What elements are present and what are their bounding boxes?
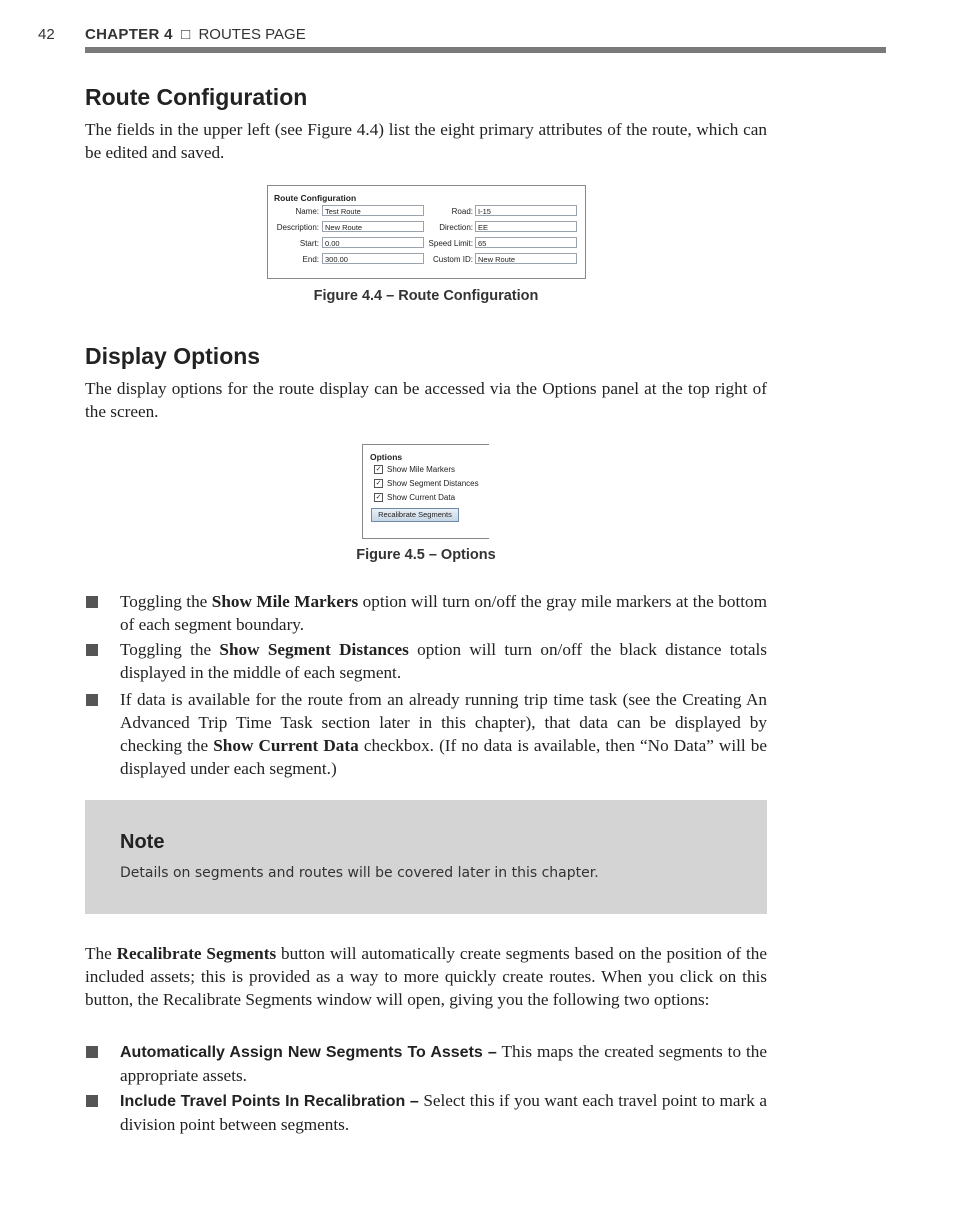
end-field[interactable]: 300.00	[322, 253, 424, 264]
running-head	[85, 26, 306, 43]
speed-limit-label: Speed Limit:	[428, 239, 473, 248]
name-label: Name:	[295, 207, 319, 216]
checkbox-checked-icon[interactable]: ✓	[375, 480, 382, 488]
display-options-heading: Display Options	[85, 343, 261, 369]
description-label: Description:	[276, 223, 319, 232]
name-field[interactable]: Test Route	[322, 205, 424, 216]
options-title: Options	[370, 452, 403, 462]
list-item: Toggling the Show Segment Distances option will turn on/off the black distance totals displayed in the middle of each segment.	[86, 638, 767, 684]
show-mile-markers-option[interactable]: ✓ Show Mile Markers	[375, 465, 456, 474]
direction-field[interactable]: EE	[475, 221, 577, 232]
show-current-data-option[interactable]: ✓ Show Current Data	[375, 493, 456, 502]
bullet-square-icon	[86, 1095, 98, 1107]
bullet-square-icon	[86, 694, 98, 706]
bullet-square-icon	[86, 644, 98, 656]
recalibrate-paragraph: The Recalibrate Segments button will automatically create segments based on the position of the included assets; this is provided as a way to more quickly create routes. When you click on this button, the Recalibrate Segments window will open, giving you the following two options:	[85, 944, 767, 1009]
route-configuration-heading: Route Configuration	[85, 84, 308, 110]
list-item: Automatically Assign New Segments To Assets – This maps the created segments to the appropriate assets.	[86, 1040, 767, 1087]
direction-label: Direction:	[439, 223, 473, 232]
road-field[interactable]: I-15	[475, 205, 577, 216]
recalibrate-segments-button[interactable]: Recalibrate Segments	[371, 508, 459, 522]
list-item: If data is available for the route from an already running trip time task (see the Creating An Advanced Trip Time Task section later in this chapter), that data can be displayed by checking the Show Current Data checkbox. (If no data is available, then “No Data” will be displayed under each segment.)	[86, 688, 767, 780]
page-number: 42	[38, 26, 55, 43]
note-text: Details on segments and routes will be covered later in this chapter.	[120, 865, 599, 881]
description-field[interactable]: New Route	[322, 221, 424, 232]
chapter-label: CHAPTER 4	[85, 26, 173, 43]
start-label: Start:	[299, 239, 319, 248]
figure-4-5-caption: Figure 4.5 – Options	[356, 547, 496, 563]
speed-limit-field[interactable]: 65	[475, 237, 577, 248]
note-title: Note	[120, 831, 165, 853]
route-configuration-figure	[267, 185, 586, 279]
figure-4-4-caption: Figure 4.4 – Route Configuration	[313, 288, 539, 304]
section-label: ROUTES PAGE	[198, 26, 306, 43]
show-segment-distances-option[interactable]: ✓ Show Segment Distances	[375, 479, 479, 488]
display-options-paragraph: The display options for the route display can be accessed via the Options panel at the top right of the screen.	[85, 379, 767, 421]
custom-id-field[interactable]: New Route	[475, 253, 577, 264]
checkbox-checked-icon[interactable]: ✓	[375, 494, 382, 502]
list-item: Include Travel Points In Recalibration – Select this if you want each travel point to mark a division point between segments.	[86, 1089, 767, 1136]
end-label: End:	[302, 255, 319, 264]
road-label: Road:	[451, 207, 473, 216]
options-figure	[362, 444, 489, 539]
note-box	[85, 800, 767, 914]
route-configuration-paragraph: The fields in the upper left (see Figure 4.4) list the eight primary attributes of the route, which can be edited and saved.	[85, 120, 767, 162]
bullet-square-icon	[86, 1046, 98, 1058]
custom-id-label: Custom ID:	[432, 255, 473, 264]
start-field[interactable]: 0.00	[322, 237, 424, 248]
checkbox-checked-icon[interactable]: ✓	[375, 466, 382, 474]
header-rule	[85, 47, 886, 53]
bullet-square-icon	[86, 596, 98, 608]
header-separator: □	[181, 26, 191, 43]
figure-title: Route Configuration	[274, 193, 357, 203]
list-item: Toggling the Show Mile Markers option will turn on/off the gray mile markers at the bottom of each segment boundary.	[86, 590, 767, 636]
